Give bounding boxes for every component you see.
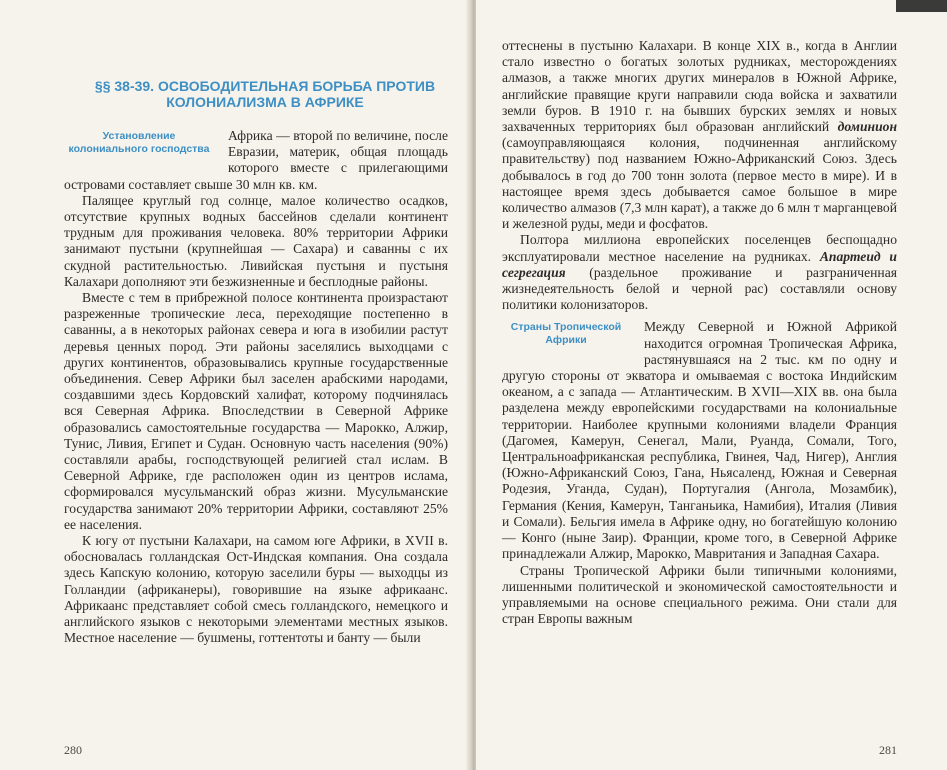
page-number-right: 281	[879, 743, 897, 757]
term-apartheid: Апартеид и сегрегация	[502, 248, 897, 280]
page-number-left: 280	[64, 743, 82, 757]
heading-line-2: КОЛОНИАЛИЗМА В АФРИКЕ	[166, 94, 364, 110]
paragraph-continued-rest: (самоуправляющаяся колония, подчиненная английскому правительству) под названием Южно-Африканский Союз. Здесь добывалось в год до 700 тонн золота (первое место в мире). И в настоящее время здесь добывается самое большое в мире количество алмазов (7,3 млн карат), а также до 6 млн т марганцевой и железной руды, меди и фосфатов.	[502, 135, 897, 232]
term-dominion: доминион	[837, 119, 897, 135]
paragraph-continued	[502, 38, 897, 232]
paragraph-continued-text: оттеснены в пустыню Калахари. В конце XIX в., когда в Англии стало известно о богатых золотых рудниках, месторождениях алмазов, а также многих других минералов в Южной Африке, английские правящие круги направили сюда войска и захватили земли буров. В 1910 г. на бывших бурских землях и новых захваченных территориях был образован английский	[502, 38, 897, 135]
paragraph-1: Африка — второй по величине, после Евразии, материк, общая площадь которого вместе с прилегающими островами составляет свыше 30 млн кв. км.	[64, 128, 448, 192]
paragraph-2: Палящее круглый год солнце, малое количество осадков, отсутствие крупных водных бассейнов сделали континент трудным для проживания человека. 80% территории Африки занимают пустыни (крупнейшая — Сахара) и саванны с их скудной растительностью. Ливийская пустыня и пустыня Калахари дополняют эти безжизненные и бесплодные районы.	[64, 192, 448, 289]
margin-label-colonial-rule: Установление колониального господства	[68, 130, 210, 155]
left-page	[0, 0, 470, 770]
paragraph-apartheid	[502, 232, 897, 313]
paragraph-colonies: Страны Тропической Африки были типичными колониями, лишенными политической и экономической самостоятельности и управляемыми на основе специального режима. Они стали для стран Европы важным	[502, 562, 897, 627]
paragraph-apartheid-start: Полтора миллиона европейских поселенцев беспощадно эксплуатировали местное население на рудниках.	[502, 232, 897, 264]
right-page	[476, 0, 947, 770]
margin-label-tropical-africa: Страны Тропической Африки	[510, 321, 622, 347]
paragraph-apartheid-rest: (раздельное проживание и разграниченная жизнедеятельность белой и черной рас) составляли основу политики колонизаторов.	[502, 264, 897, 313]
paragraph-3: Вместе с тем в прибрежной полосе континента произрастают разреженные тропические леса, переходящие постепенно в саванны, а в некоторых районах севера и юга в изобилии растут деревья ценных пород. Эти районы заселялись выходцами с других континентов, образовывались крупные государственные объединения. Север Африки был заселен арабскими народами, создавшими здесь Кордовский халифат, которому подчинялась вся Северная Африка. Впоследствии в Северной Африке образовались самостоятельные государства — Марокко, Алжир, Тунис, Ливия, Египет и Судан. Основную часть населения (90%) составляли арабы, господствующей религией стал ислам. В Северной Африке, где расположен один из центров ислама, сформировался мусульманский образ жизни. Мусульманские государства занимают 20% территории Африки, составляют 25% ее населения.	[64, 290, 448, 532]
heading-line-1: §§ 38-39. ОСВОБОДИТЕЛЬНАЯ БОРЬБА ПРОТИВ	[94, 78, 436, 94]
section-heading	[82, 78, 448, 110]
scan-edge-shadow	[896, 0, 947, 12]
paragraph-4: К югу от пустыни Калахари, на самом юге Африки, в XVII в. обосновалась голландская Ост-Индская компания. Она создала здесь Капскую колонию, которую заселили буры — выходцы из Голландии (африканеры), говорившие на языке африкаанс. Африкаанс представляет собой смесь голландского, немецкого и английского языков с некоторыми элементами местных языков. Местное население — бушмены, готтентоты и банту — были	[64, 533, 448, 646]
paragraph-tropical-africa: Между Северной и Южной Африкой находится огромная Тропическая Африка, растянувшаяся на 2 тыс. км по одну и другую стороны от экватора и омываемая с востока Индийским океаном, а с запада — Атлантическим. В XVII—XIX вв. она была разделена между европейскими государствами на колониальные территории. Наиболее крупными колониями владели Франция (Дагомея, Камерун, Сенегал, Мали, Руанда, Сомали, Того, Центральноафриканская республика, Гвинея, Чад, Нигер), Англия (Южно-Африканский Союз, Гана, Ньясаленд, Южная и Северная Родезия, Уганда, Судан), Португалия (Ангола, Мозамбик), Германия (Кения, Камерун, Танганьика, Намибия), Италия (Ливия и Сомали). Бельгия имела в Африке одну, но богатейшую колонию — Конго (ныне Заир). Франции, кроме того, в Северной Африке принадлежали Алжир, Марокко, Мавритания и Западная Сахара.	[502, 319, 897, 562]
